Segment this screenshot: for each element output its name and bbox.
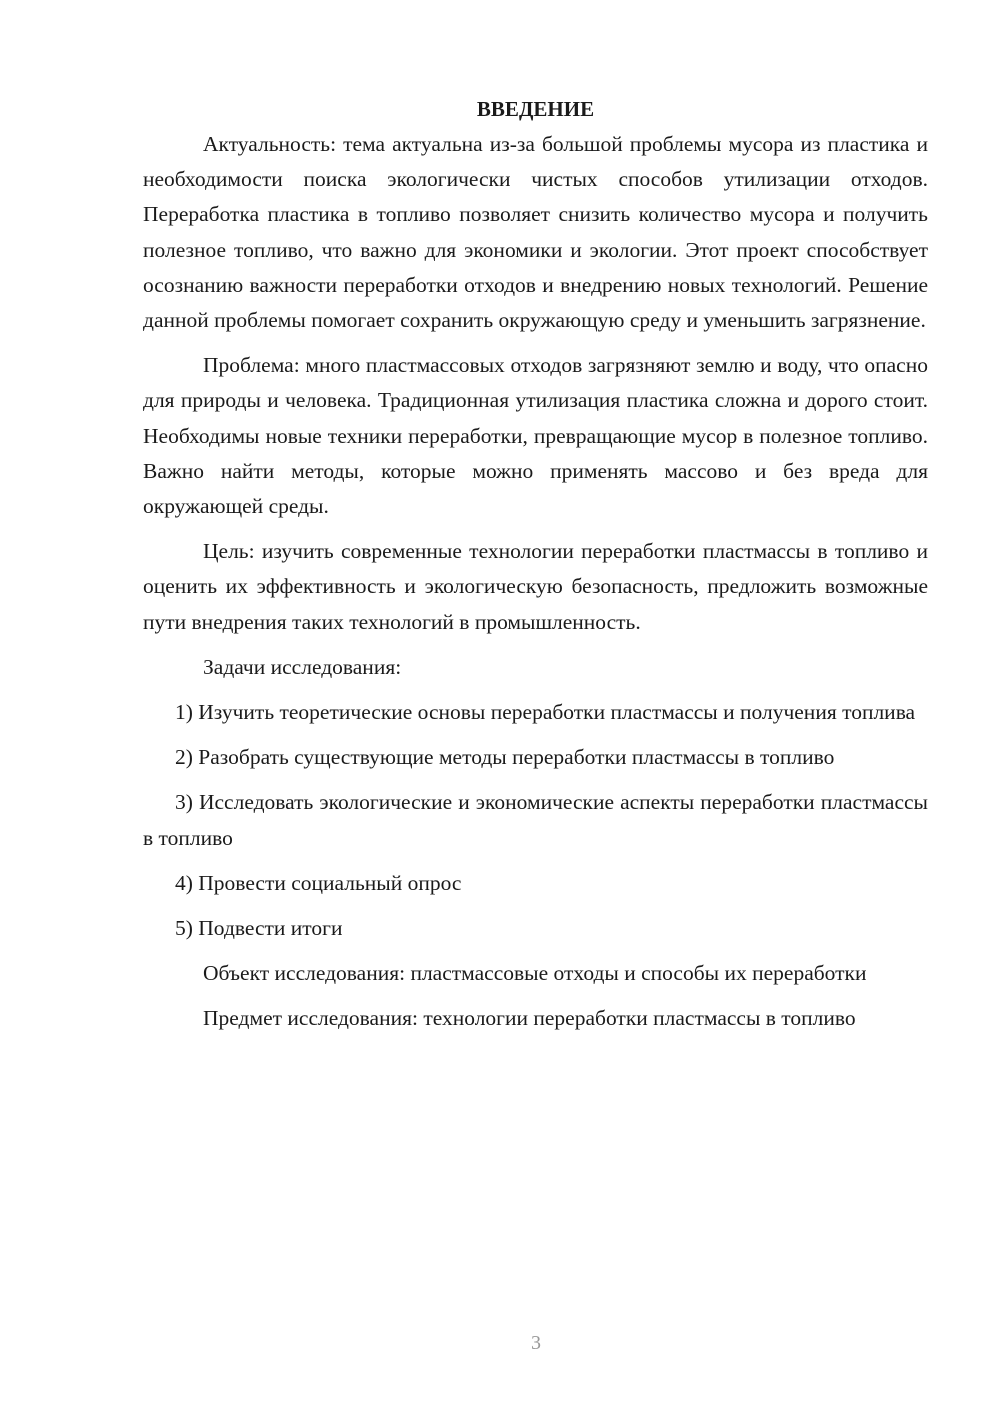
goal-paragraph: Цель: изучить современные технологии переработки пластмассы в топливо и оценить их эффективность и экологическую безопасность, предложить возможные пути внедрения таких технологий в промышленность. xyxy=(143,539,928,634)
problem-paragraph: Проблема: много пластмассовых отходов загрязняют землю и воду, что опасно для природы и человека. Традиционная утилизация пластика сложна и дорого стоит. Необходимы новые техники переработки, превращающие мусор в полезное топливо. Важно найти методы, которые можно применять массово и без вреда для окружающей среды. xyxy=(143,353,928,519)
task-item: 3) Исследовать экологические и экономические аспекты переработки пластмассы в топливо xyxy=(143,790,928,850)
task-item: 5) Подвести итоги xyxy=(175,916,343,941)
object-paragraph: Объект исследования: пластмассовые отходы и способы их переработки xyxy=(203,961,867,986)
task-item: 2) Разобрать существующие методы переработки пластмассы в топливо xyxy=(175,745,835,770)
page-content xyxy=(143,92,928,1047)
page-number: 3 xyxy=(531,1332,541,1354)
subject-paragraph: Предмет исследования: технологии переработки пластмассы в топливо xyxy=(203,1006,856,1031)
relevance-paragraph: Актуальность: тема актуальна из-за большой проблемы мусора из пластика и необходимости поиска экологически чистых способов утилизации отходов. Переработка пластика в топливо позволяет снизить количество мусора и получить полезное топливо, что важно для экономики и экологии. Этот проект способствует осознанию важности переработки отходов и внедрению новых технологий. Решение данной проблемы помогает сохранить окружающую среду и уменьшить загрязнение. xyxy=(143,132,928,333)
task-item: 1) Изучить теоретические основы переработки пластмассы и получения топлива xyxy=(175,700,916,725)
section-heading: ВВЕДЕНИЕ xyxy=(476,97,595,121)
task-item: 4) Провести социальный опрос xyxy=(175,870,462,895)
tasks-title: Задачи исследования: xyxy=(203,654,402,679)
